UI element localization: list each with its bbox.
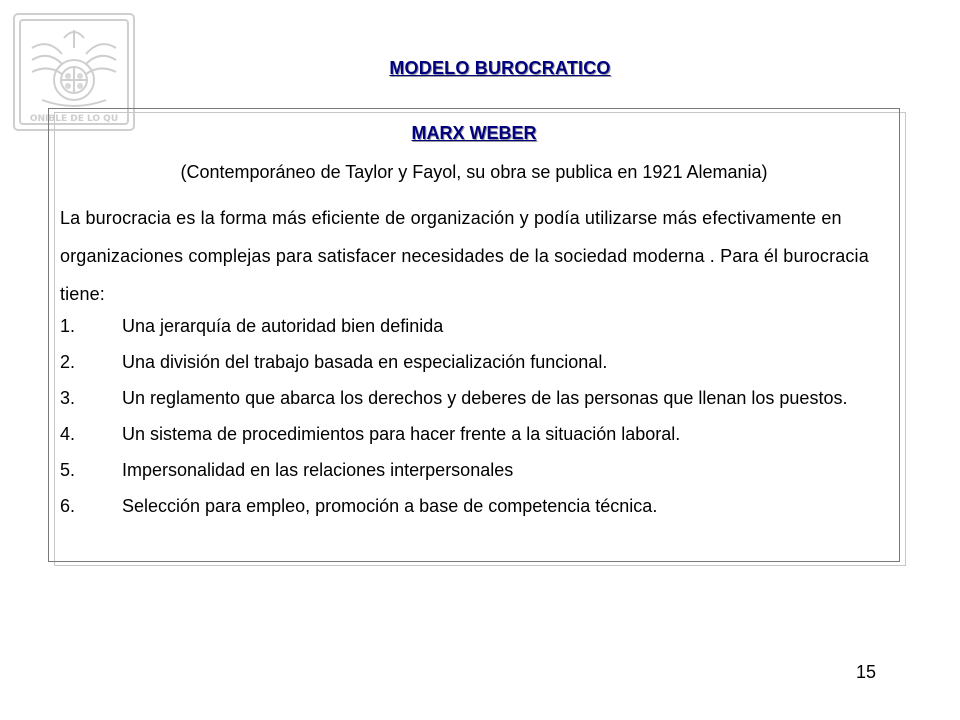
list-item: [60, 494, 896, 518]
list-item-number: 3.: [60, 388, 76, 408]
list-item: [60, 386, 896, 410]
list-item: [60, 314, 896, 338]
section-subtitle: MARX WEBER: [411, 123, 537, 143]
context-note: (Contemporáneo de Taylor y Fayol, su obra se publica en 1921 Alemania): [180, 162, 768, 182]
seal-inscription: ONIBLE DE LO QU: [29, 114, 119, 124]
intro-paragraph: La burocracia es la forma más eficiente de organización y podía utilizarse más efectivamente en organizaciones complejas para satisfacer necesidades de la sociedad moderna . Para él burocracia tiene:: [60, 208, 869, 304]
list-item-number: 2.: [60, 352, 76, 372]
list-item-text: Impersonalidad en las relaciones interpersonales: [122, 460, 514, 480]
list-item: [60, 422, 896, 446]
list-item-text: Una división del trabajo basada en especialización funcional.: [122, 352, 608, 372]
list-item-number: 5.: [60, 460, 76, 480]
list-item-number: 1.: [60, 316, 76, 336]
list-item-text: Un reglamento que abarca los derechos y deberes de las personas que llenan los puestos.: [122, 388, 848, 408]
characteristics-list: [60, 314, 896, 530]
list-item-number: 4.: [60, 424, 76, 444]
list-item-text: Selección para empleo, promoción a base de competencia técnica.: [122, 496, 658, 516]
list-item: [60, 458, 896, 482]
page-title: MODELO BUROCRATICO: [389, 58, 611, 78]
list-item: [60, 350, 896, 374]
list-item-text: Un sistema de procedimientos para hacer frente a la situación laboral.: [122, 424, 681, 444]
page-number: 15: [856, 662, 877, 682]
list-item-text: Una jerarquía de autoridad bien definida: [122, 316, 444, 336]
list-item-number: 6.: [60, 496, 76, 516]
